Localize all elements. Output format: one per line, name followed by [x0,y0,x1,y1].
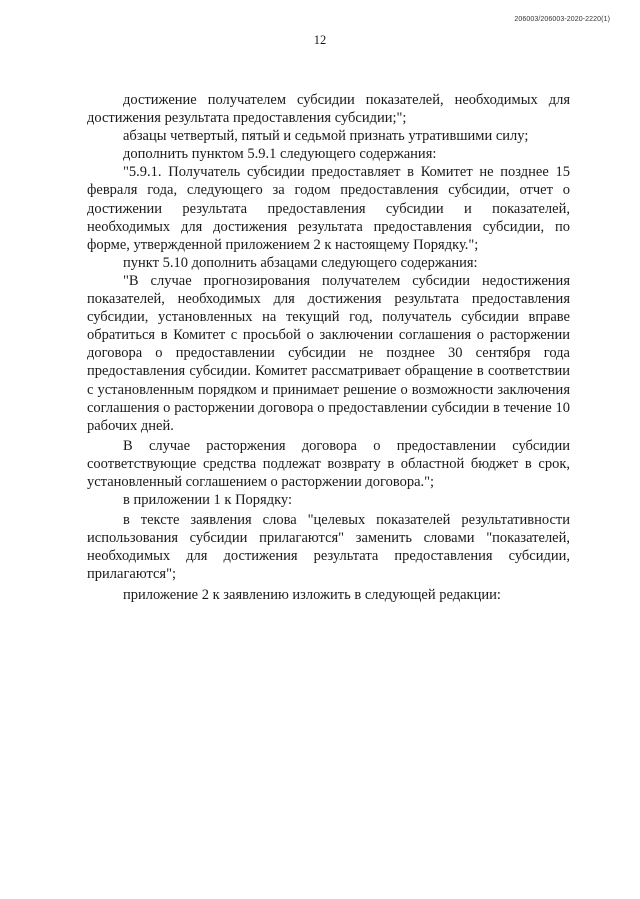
paragraph: В случае расторжения договора о предоставлении субсидии соответствующие средства подлежат возврату в областной бюджет в срок, установленный соглашением о расторжении договора."; [87,437,570,490]
paragraph: в тексте заявления слова "целевых показателей результативности использования субсидии прилагаются" заменить словами "показателей, необходимых для достижения результата предоставления субсидии, прилагаются"; [87,512,570,583]
paragraph: в приложении 1 к Порядку: [123,492,293,509]
paragraph: "В случае прогнозирования получателем субсидии недостижения показателей, необходимых для достижения результата предоставления субсидии, установленных на текущий год, получатель субсидии вправе обратиться в Комитет с просьбой о заключении соглашения о расторжении договора о предоставлении субсидии не позднее 30 сентября года предоставления субсидии. Комитет рассматривает обращение в соответствии с установленным порядком и принимает решение о возможности заключения соглашения о расторжении договора о предоставлении субсидии в течение 10 рабочих дней. [87,272,570,434]
document-code: 206003/206003-2020-2220(1) [514,16,610,23]
paragraph: приложение 2 к заявлению изложить в следующей редакции: [123,586,501,603]
paragraph: "5.9.1. Получатель субсидии предоставляет в Комитет не позднее 15 февраля года, следующего за годом предоставления субсидии, отчет о достижении результата предоставления субсидии и показателей, необходимых для достижения результата предоставления субсидии, по форме, утвержденной приложением 2 к настоящему Порядку."; [87,164,570,253]
document-body [87,91,570,604]
paragraph: пункт 5.10 дополнить абзацами следующего содержания: [123,254,478,271]
paragraph: дополнить пунктом 5.9.1 следующего содержания: [123,146,437,163]
paragraph: абзацы четвертый, пятый и седьмой признать утратившими силу; [123,128,529,145]
page-number: 12 [313,33,327,47]
paragraph: достижение получателем субсидии показателей, необходимых для достижения результата предоставления субсидии;"; [87,92,570,127]
